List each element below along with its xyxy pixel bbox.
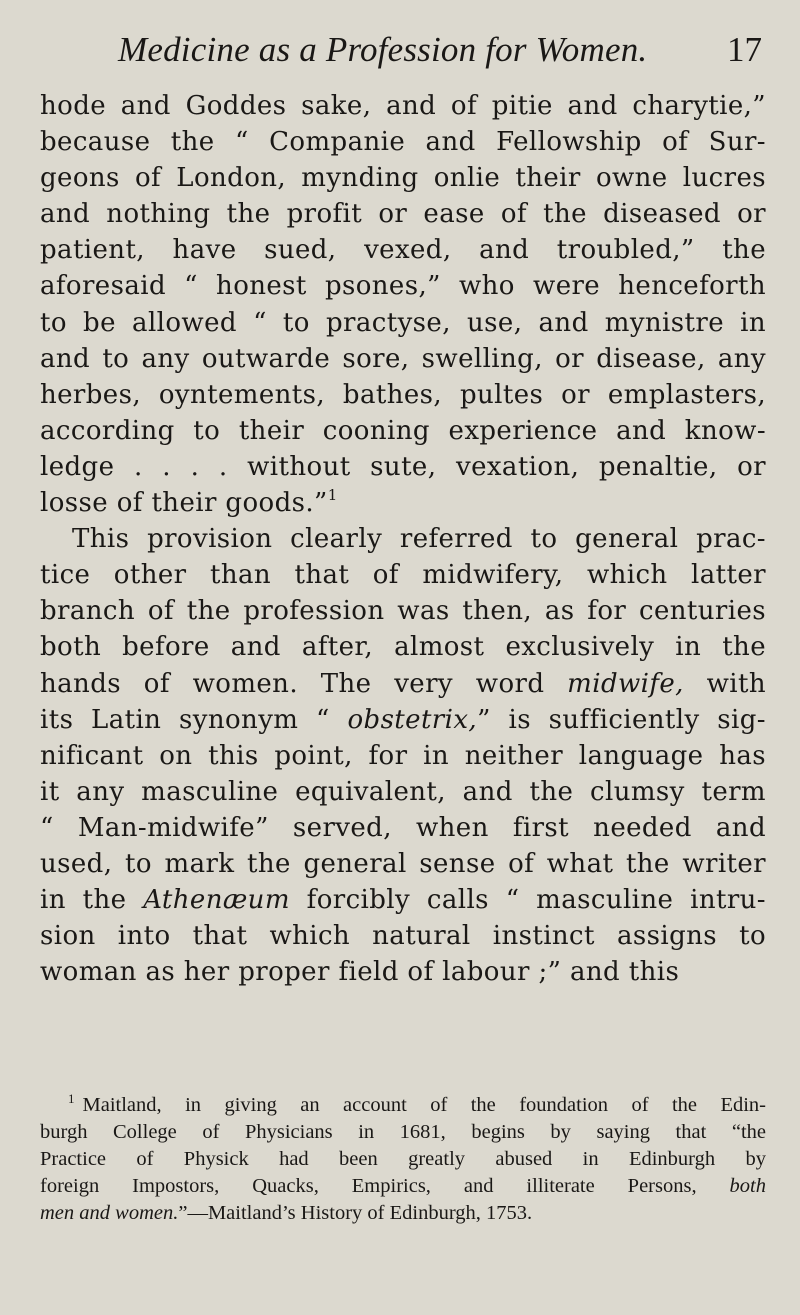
text-segment: its Latin synonym “: [40, 704, 330, 735]
footnote-mark: 1: [68, 1091, 75, 1106]
page-header: [118, 30, 762, 80]
text-segment: hands of women. The very word: [40, 668, 545, 699]
text-line: aforesaid “ honest psones,” who were henceforth: [40, 271, 766, 302]
text-line: [40, 702, 766, 738]
footnote-reference[interactable]: 1: [327, 486, 338, 505]
text-line: and nothing the profit or ease of the diseased or: [40, 199, 766, 230]
footnote-line: [40, 1173, 766, 1200]
italic-word: men and women.: [40, 1202, 179, 1224]
text-line: ledge . . . . without sute, vexation, penaltie, or: [40, 451, 766, 482]
running-title: Medicine as a Profession for Women.: [118, 30, 648, 69]
text-line: sion into that which natural instinct assigns to: [40, 921, 766, 952]
text-line: herbes, oyntements, bathes, pultes or emplasters,: [40, 379, 766, 410]
text-line: This provision clearly referred to general prac-: [72, 524, 766, 555]
italic-word: midwife,: [567, 668, 684, 699]
text-line: both before and after, almost exclusively in the: [40, 632, 766, 663]
text-segment: Maitland, in giving an account of the foundation of the Edin-: [82, 1094, 766, 1116]
text-line: “ Man-midwife” served, when first needed and: [40, 812, 766, 843]
text-line: nificant on this point, for in neither language has: [40, 740, 766, 771]
text-line: [40, 882, 766, 918]
text-line: used, to mark the general sense of what the writer: [40, 848, 766, 879]
text-line: [40, 666, 766, 702]
italic-word: Athenæum: [143, 885, 290, 916]
italic-word: both: [729, 1175, 766, 1197]
body-text: [40, 88, 766, 990]
text-line: to be allowed “ to practyse, use, and mynistre in: [40, 307, 766, 338]
text-segment: in the: [40, 885, 127, 916]
italic-word: obstetrix,: [347, 704, 478, 735]
footnote: [40, 1092, 766, 1227]
text-line: branch of the profession was then, as for centuries: [40, 596, 766, 627]
footnote-line: [40, 1200, 766, 1227]
text-line: woman as her proper field of labour ;” and this: [40, 957, 680, 988]
text-line: [40, 485, 766, 521]
text-segment: losse of their goods.”: [40, 488, 328, 519]
text-line: and to any outwarde sore, swelling, or disease, any: [40, 343, 766, 374]
text-segment: with: [683, 668, 766, 699]
page-number: 17: [727, 30, 762, 69]
text-line: hode and Goddes sake, and of pitie and charytie,”: [40, 91, 766, 121]
footnote-line: burgh College of Physicians in 1681, begins by saying that “the: [40, 1121, 766, 1143]
footnote-line: Practice of Physick had been greatly abused in Edinburgh by: [40, 1148, 766, 1170]
text-line: according to their cooning experience and know-: [40, 415, 766, 446]
text-segment: ”—Maitland’s History of Edinburgh, 1753.: [178, 1202, 533, 1224]
text-segment: foreign Impostors, Quacks, Empirics, and illiterate Persons,: [40, 1175, 697, 1197]
text-line: it any masculine equivalent, and the clumsy term: [40, 776, 766, 807]
text-line: patient, have sued, vexed, and troubled,” the: [40, 235, 766, 266]
text-line: because the “ Companie and Fellowship of Sur-: [40, 127, 766, 158]
footnote-line: [40, 1092, 766, 1119]
text-line: geons of London, mynding onlie their owne lucres: [40, 163, 766, 194]
text-segment: ” is sufficiently sig-: [477, 704, 766, 735]
text-segment: forcibly calls “ masculine intru-: [289, 885, 766, 916]
text-line: tice other than that of midwifery, which latter: [40, 560, 766, 591]
